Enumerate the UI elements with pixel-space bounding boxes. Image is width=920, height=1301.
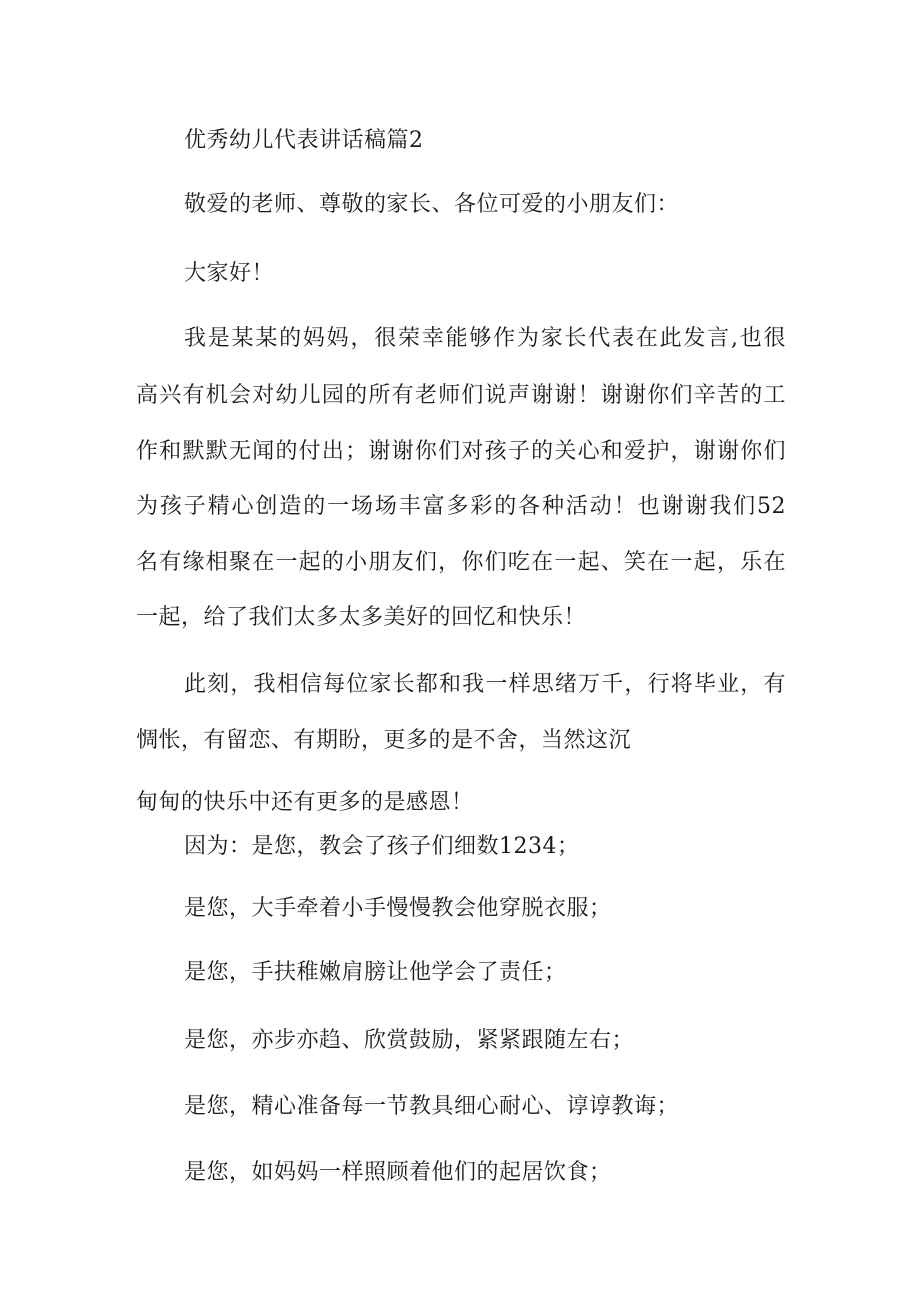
because-line: 是您，如妈妈一样照顾着他们的起居饮食； xyxy=(184,1160,612,1185)
because-line: 是您，大手牵着小手慢慢教会他穿脱衣服； xyxy=(184,896,612,921)
paragraph2-line: 此刻，我相信每位家长都和我一样思绪万千，行将毕业，有 xyxy=(184,672,786,697)
hello-line: 大家好！ xyxy=(184,261,275,286)
paragraph1-line: 作和默默无闻的付出；谢谢你们对孩子的关心和爱护，谢谢你们 xyxy=(136,439,786,464)
because-line: 因为：是您，教会了孩子们细数1234； xyxy=(184,834,580,859)
because-line: 是您，精心准备每一节教具细心耐心、谆谆教诲； xyxy=(184,1094,680,1119)
paragraph1-line: 名有缘相聚在一起的小朋友们，你们吃在一起、笑在一起，乐在 xyxy=(136,550,786,575)
greeting: 敬爱的老师、尊敬的家长、各位可爱的小朋友们： xyxy=(184,192,680,217)
paragraph1-line: 一起，给了我们太多太多美好的回忆和快乐！ xyxy=(136,605,587,630)
paragraph1-line: 高兴有机会对幼儿园的所有老师们说声谢谢！谢谢你们辛苦的工 xyxy=(136,383,786,408)
document-title: 优秀幼儿代表讲话稿篇2 xyxy=(184,128,424,153)
paragraph2-line: 甸甸的快乐中还有更多的是感恩！ xyxy=(136,790,474,815)
paragraph1-line: 我是某某的妈妈，很荣幸能够作为家长代表在此发言,也很 xyxy=(184,326,786,351)
because-line: 是您，手扶稚嫩肩膀让他学会了责任； xyxy=(184,960,567,985)
paragraph2-line: 惆怅，有留恋、有期盼，更多的是不舍，当然这沉 xyxy=(136,728,632,753)
paragraph1-line: 为孩子精心创造的一场场丰富多彩的各种活动！也谢谢我们52 xyxy=(136,494,786,519)
because-line: 是您，亦步亦趋、欣赏鼓励，紧紧跟随左右； xyxy=(184,1028,635,1053)
